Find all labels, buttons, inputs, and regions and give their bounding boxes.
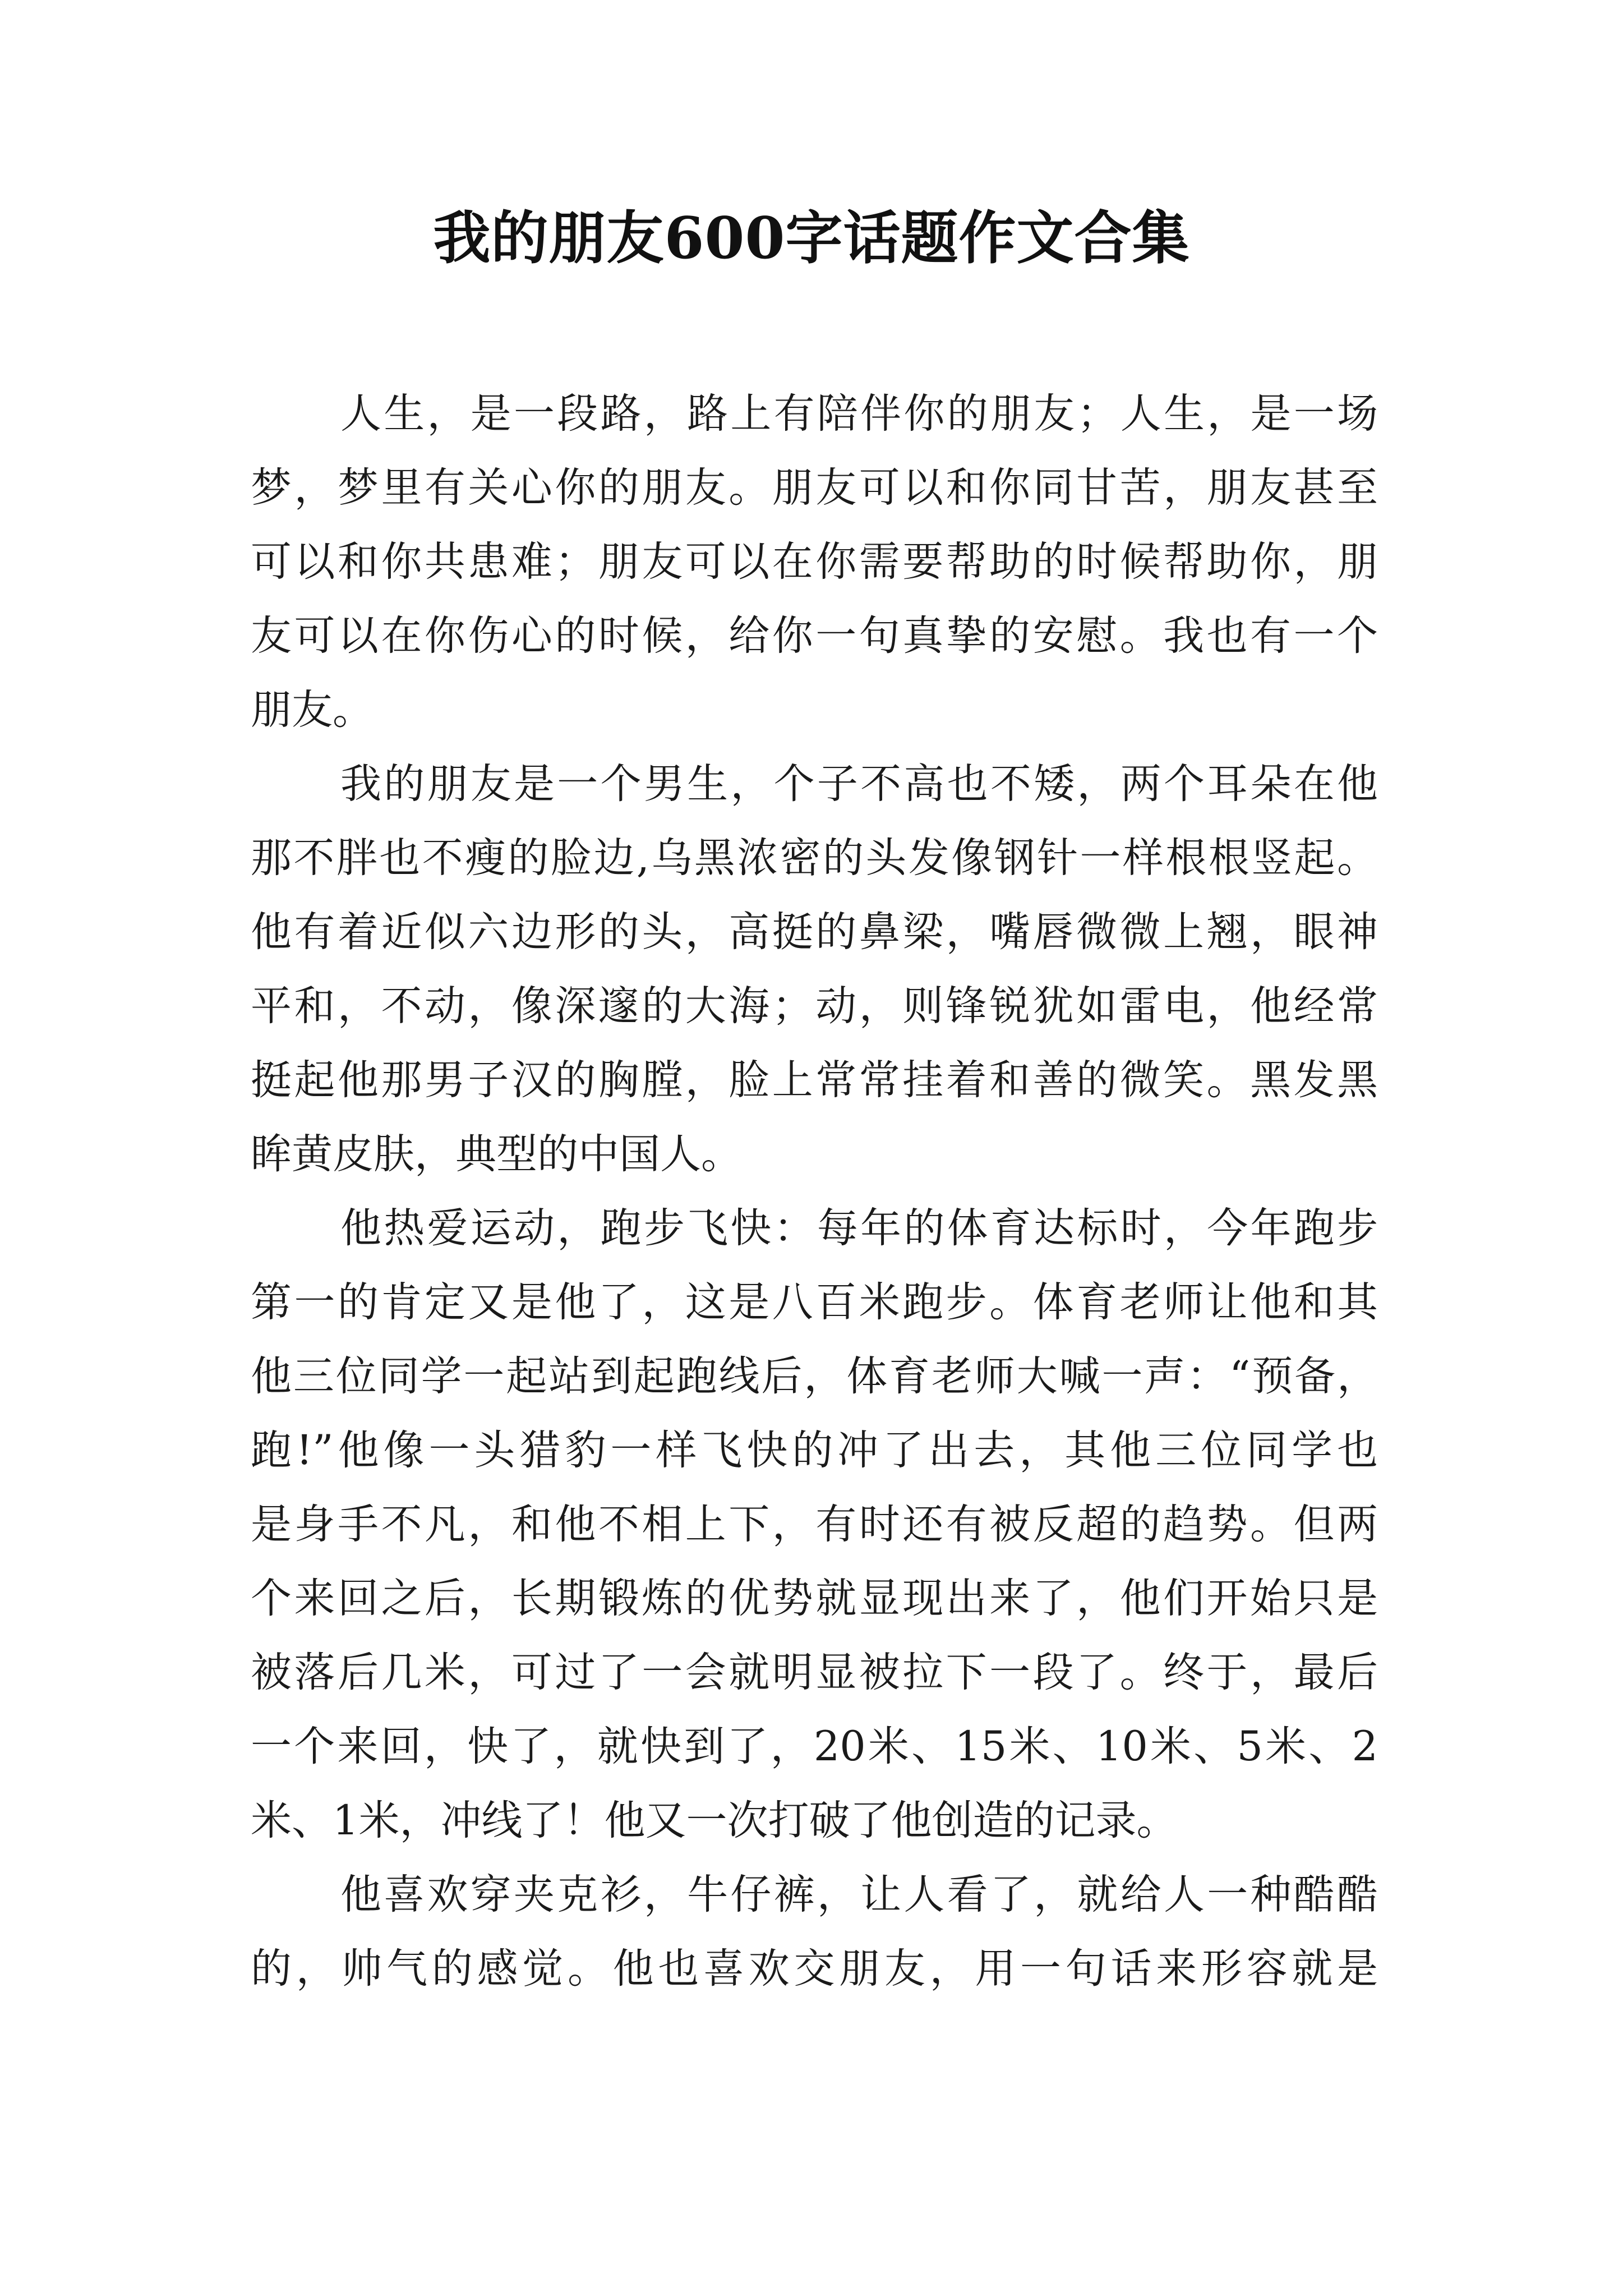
paragraph-line: 跑!”他像一头猎豹一样飞快的冲了出去，其他三位同学也 bbox=[251, 1427, 1378, 1474]
paragraph-line: 眸黄皮肤，典型的中国人。 bbox=[251, 1130, 742, 1178]
paragraph-line: 是身手不凡，和他不相上下，有时还有被反超的趋势。但两 bbox=[251, 1501, 1378, 1548]
paragraph-line: 平和，不动，像深邃的大海；动，则锋锐犹如雷电，他经常 bbox=[251, 982, 1378, 1030]
paragraph-4 bbox=[251, 1858, 1378, 2006]
paragraph-line: 挺起他那男子汉的胸膛，脸上常常挂着和善的微笑。黑发黑 bbox=[251, 1056, 1378, 1104]
paragraph-line: 我的朋友是一个男生，个子不高也不矮，两个耳朵在他 bbox=[340, 760, 1378, 808]
paragraph-line: 他热爱运动，跑步飞快：每年的体育达标时，今年跑步 bbox=[340, 1204, 1378, 1252]
paragraph-line: 被落后几米，可过了一会就明显被拉下一段了。终于，最后 bbox=[251, 1649, 1378, 1696]
paragraph-line: 个来回之后，长期锻炼的优势就显现出来了，他们开始只是 bbox=[251, 1575, 1378, 1622]
paragraph-1 bbox=[251, 377, 1378, 747]
paragraph-line: 他喜欢穿夹克衫，牛仔裤，让人看了，就给人一种酷酷 bbox=[340, 1871, 1378, 1918]
paragraph-line: 可以和你共患难；朋友可以在你需要帮助的时候帮助你，朋 bbox=[251, 538, 1378, 586]
paragraph-2 bbox=[251, 747, 1378, 1191]
paragraph-line: 的，帅气的感觉。他也喜欢交朋友，用一句话来形容就是 bbox=[251, 1945, 1378, 1993]
paragraph-line: 他三位同学一起站到起跑线后，体育老师大喊一声：“预备， bbox=[251, 1352, 1378, 1400]
paragraph-line: 第一的肯定又是他了，这是八百米跑步。体育老师让他和其 bbox=[251, 1278, 1378, 1326]
paragraph-line: 朋友。 bbox=[251, 686, 374, 734]
document-body bbox=[251, 377, 1378, 2006]
paragraph-line: 米、1米，冲线了！他又一次打破了他创造的记录。 bbox=[251, 1797, 1178, 1844]
document-title: 我的朋友600字话题作文合集 bbox=[433, 205, 1190, 272]
paragraph-3 bbox=[251, 1191, 1378, 1858]
paragraph-line: 友可以在你伤心的时候，给你一句真挚的安慰。我也有一个 bbox=[251, 612, 1378, 660]
paragraph-line: 一个来回，快了，就快到了，20米、15米、10米、5米、2 bbox=[251, 1723, 1378, 1770]
paragraph-line: 他有着近似六边形的头，高挺的鼻梁，嘴唇微微上翘，眼神 bbox=[251, 908, 1378, 956]
paragraph-line: 梦，梦里有关心你的朋友。朋友可以和你同甘苦，朋友甚至 bbox=[251, 464, 1378, 512]
paragraph-line: 人生，是一段路，路上有陪伴你的朋友；人生，是一场 bbox=[340, 390, 1378, 438]
paragraph-line: 那不胖也不瘦的脸边,乌黑浓密的头发像钢针一样根根竖起。 bbox=[251, 834, 1378, 882]
